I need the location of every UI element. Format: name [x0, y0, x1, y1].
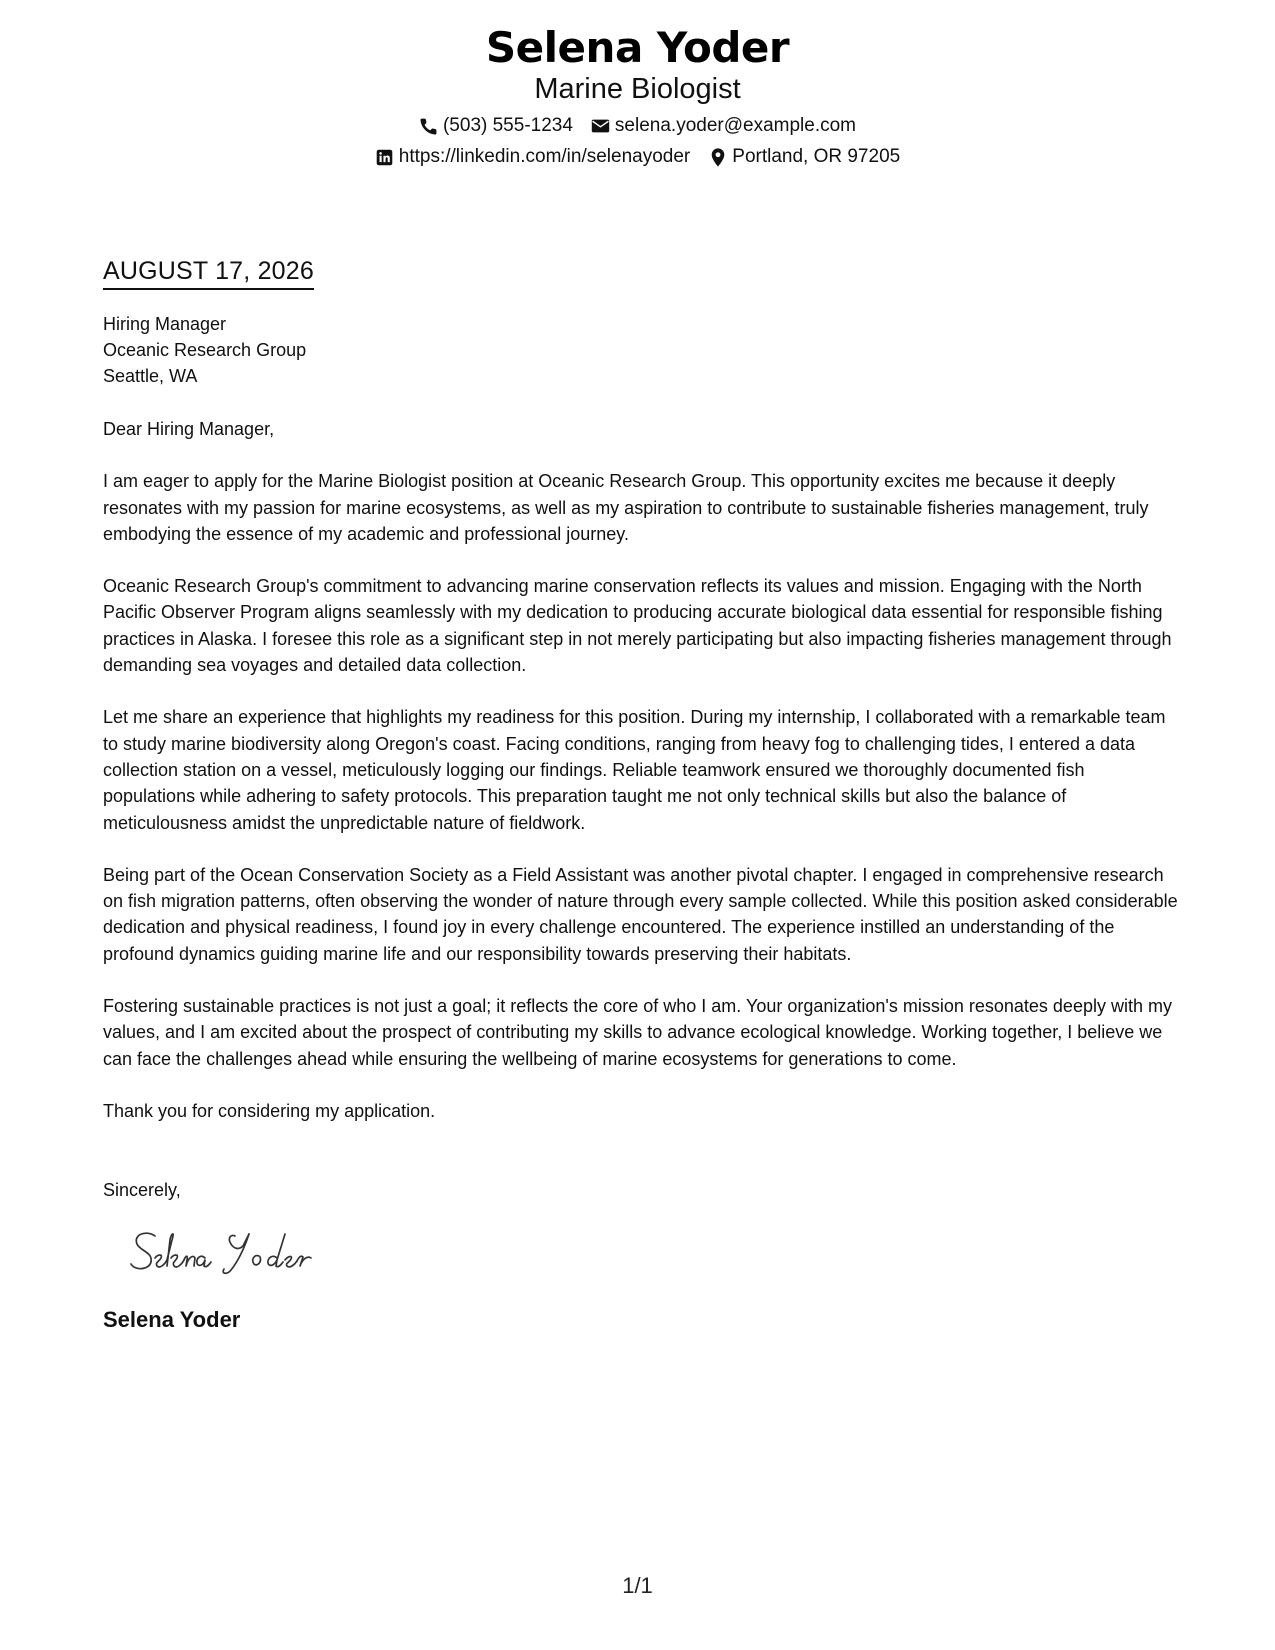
paragraph-internship: Let me share an experience that highlights my readiness for this position. During my internship, I collaborated with a remarkable team to study marine biodiversity along Oregon's coast. Facing conditions, ranging from heavy fog to challenging tides, I entered a data collection station on a vessel, meticulously logging our findings. Reliable teamwork ensured we thoroughly documented fish populations while adhering to safety protocols. This preparation taught me not only technical skills but also the balance of meticulousness amidst the unpredictable nature of fieldwork. — [103, 707, 1166, 833]
recipient-block — [103, 311, 1178, 389]
envelope-icon — [591, 116, 611, 136]
contact-row-primary — [0, 113, 1275, 139]
handwritten-signature — [127, 1222, 1178, 1282]
page-number: 1/1 — [622, 1573, 653, 1598]
closing: Sincerely, — [103, 1180, 181, 1201]
applicant-name: Selena Yoder — [485, 23, 790, 72]
paragraph-values: Fostering sustainable practices is not just a goal; it reflects the core of who I am. Your organization's mission resonates deeply with my values, and I am excited about the prospect of contributing my skills to advance ecological knowledge. Working together, I believe we can face the challenges ahead while ensuring the wellbeing of marine ecosystems for generations to come. — [103, 996, 1172, 1069]
linkedin-link[interactable]: https://linkedin.com/in/selenayoder — [398, 146, 691, 167]
paragraph-intro: I am eager to apply for the Marine Biologist position at Oceanic Research Group. This opportunity excites me because it deeply resonates with my passion for marine ecosystems, as well as my aspiration to contribute to sustainable fisheries management, truly embodying the essence of my academic and professional journey. — [103, 471, 1149, 544]
paragraph-company-fit: Oceanic Research Group's commitment to advancing marine conservation reflects its values and mission. Engaging with the North Pacific Observer Program aligns seamlessly with my dedication to producing accurate biological data essential for responsible fishing practices in Alaska. I foresee this role as a significant step in not merely participating but also impacting fisheries management through demanding sea voyages and detailed data collection. — [103, 576, 1172, 676]
signature-graphic — [127, 1222, 347, 1282]
contact-row-secondary — [0, 144, 1275, 170]
paragraph-thanks: Thank you for considering my application. — [103, 1100, 436, 1121]
recipient-company: Oceanic Research Group — [103, 340, 307, 360]
recipient-location: Seattle, WA — [103, 366, 198, 386]
contact-location — [708, 144, 900, 170]
contact-phone — [419, 113, 573, 139]
letter-header — [0, 22, 1275, 170]
phone-icon — [419, 116, 439, 136]
contact-linkedin[interactable] — [375, 144, 691, 170]
letter-date: AUGUST 17, 2026 — [103, 256, 314, 290]
contact-email[interactable] — [591, 113, 856, 139]
phone-text: (503) 555-1234 — [442, 115, 573, 136]
applicant-role: Marine Biologist — [534, 73, 741, 105]
recipient-title: Hiring Manager — [103, 314, 227, 334]
signer-name: Selena Yoder — [103, 1306, 241, 1332]
salutation: Dear Hiring Manager, — [103, 419, 275, 439]
paragraph-field-assistant: Being part of the Ocean Conservation Society as a Field Assistant was another pivotal chapter. I engaged in comprehensive research on fish migration patterns, often observing the wonder of nature through every sample collected. While this position asked considerable dedication and physical readiness, I found joy in every challenge encountered. The experience instilled an understanding of the profound dynamics guiding marine life and our responsibility towards preserving their habitats. — [103, 864, 1178, 964]
email-link[interactable]: selena.yoder@example.com — [614, 115, 856, 136]
linkedin-icon — [375, 147, 395, 167]
map-pin-icon — [708, 147, 728, 167]
location-text: Portland, OR 97205 — [732, 146, 901, 167]
letter-body — [103, 256, 1178, 1334]
